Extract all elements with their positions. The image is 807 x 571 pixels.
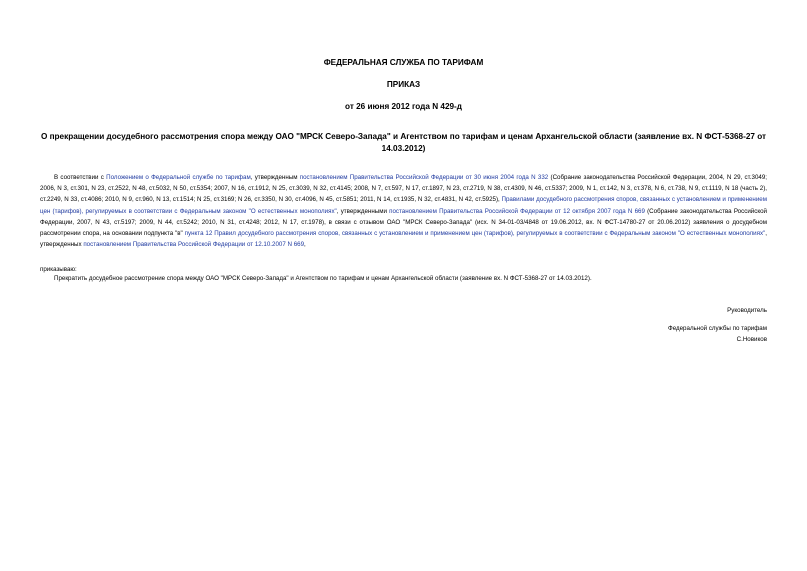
link-resolution-669[interactable]: постановлением Правительства Российской Федерации от 12 октября 2007 года N 669 — [389, 207, 645, 215]
document-type: ПРИКАЗ — [386, 80, 421, 89]
document-subject: О прекращении досудебного рассмотрения спора между ОАО "МРСК Северо-Запада" и Агентством по тарифам и ценам Архангельской области (заявление вх. N ФСТ-5368-27 от 14.03.2012) — [40, 132, 767, 153]
document-date-number: от 26 июня 2012 года N 429-д — [345, 102, 462, 111]
body-text: (Собрание законодательства Российской Федерации, 2004, N 29, ст.3049; 2006, N 3, ст.301, N 23, ст.2522, N 48, ст.5032, N 50, ст.5354; 2007, N 16, ст.1912, N 25, ст.3039, N 32, ст.4145; 2008, N 7, ст.597, N 17, ст.1897, N 23, ст.2719, N 38, ст.4309, N 46, ст.5337; 2009, N 1, ст.142, N 3, ст.378, N 6, ст.738, N 9, ст.1119, N 18 (часть 2), ст.2249, N 33, ст.4086; 2010, N 9, ст.960, N 13, ст.1514; N 25, ст.3169; N 26, ст.3350, N 30, ст.4096, N 45, ст.5851; 2011, N 14, ст.1935, N 32, ст.4831, N 42, ст.5925), — [40, 174, 768, 204]
signature-org: Федеральной службы по тарифам — [668, 325, 767, 332]
body-text: , — [304, 241, 306, 249]
document-body — [40, 172, 767, 250]
body-text: , утвержденных — [40, 230, 767, 249]
signature-name: С.Новиков — [736, 336, 767, 343]
orders-label: приказываю: — [40, 266, 77, 273]
link-dispute-rules[interactable]: Правилами досудебного рассмотрения споров, связанных с установлением и применением цен (тарифов), регулируемых в соответствии с Федеральным законом "О естественных монополиях" — [40, 196, 767, 215]
decision-text — [40, 275, 767, 282]
link-rules-clause-12[interactable]: пункта 12 Правил досудебного рассмотрения споров, связанных с установлением и применением цен (тарифов), регулируемых в соответствии с Федеральным законом "О естественных монополиях" — [184, 230, 766, 238]
body-text: (Собрание законодательства Российской Федерации, 2007, N 43, ст.5197; 2009, N 44, ст.5242; 2010, N 31, ст.4248; 2012, N 17, ст.1978), в связи с отзывом ОАО "МРСК Северо-Запада" (исх. N 34-01-03/4848 от 19.06.2012, вх. N ФСТ-14780-27 от 20.06.2012) заявления о досудебном рассмотрении спора, на основании подпункта "в" — [40, 207, 767, 238]
agency-title: ФЕДЕРАЛЬНАЯ СЛУЖБА ПО ТАРИФАМ — [323, 58, 484, 67]
link-fst-regulation[interactable]: Положением о Федеральной службе по тарифам — [106, 174, 251, 181]
body-text: В соответствии с — [54, 174, 107, 181]
decision-content: Прекратить досудебное рассмотрение спора между ОАО "МРСК Северо-Запада" и Агентством по тарифам и ценам Архангельской области (заявление вх. N ФСТ-5368-27 от 14.03.2012). — [54, 275, 592, 282]
link-resolution-332[interactable]: постановлением Правительства Российской Федерации от 30 июня 2004 года N 332 — [299, 174, 549, 181]
body-text: , утвержденными — [336, 207, 390, 215]
signature-title: Руководитель — [727, 307, 767, 314]
body-text: , утвержденным — [250, 174, 300, 181]
link-resolution-669-short[interactable]: постановлением Правительства Российской Федерации от 12.10.2007 N 669 — [83, 241, 305, 249]
